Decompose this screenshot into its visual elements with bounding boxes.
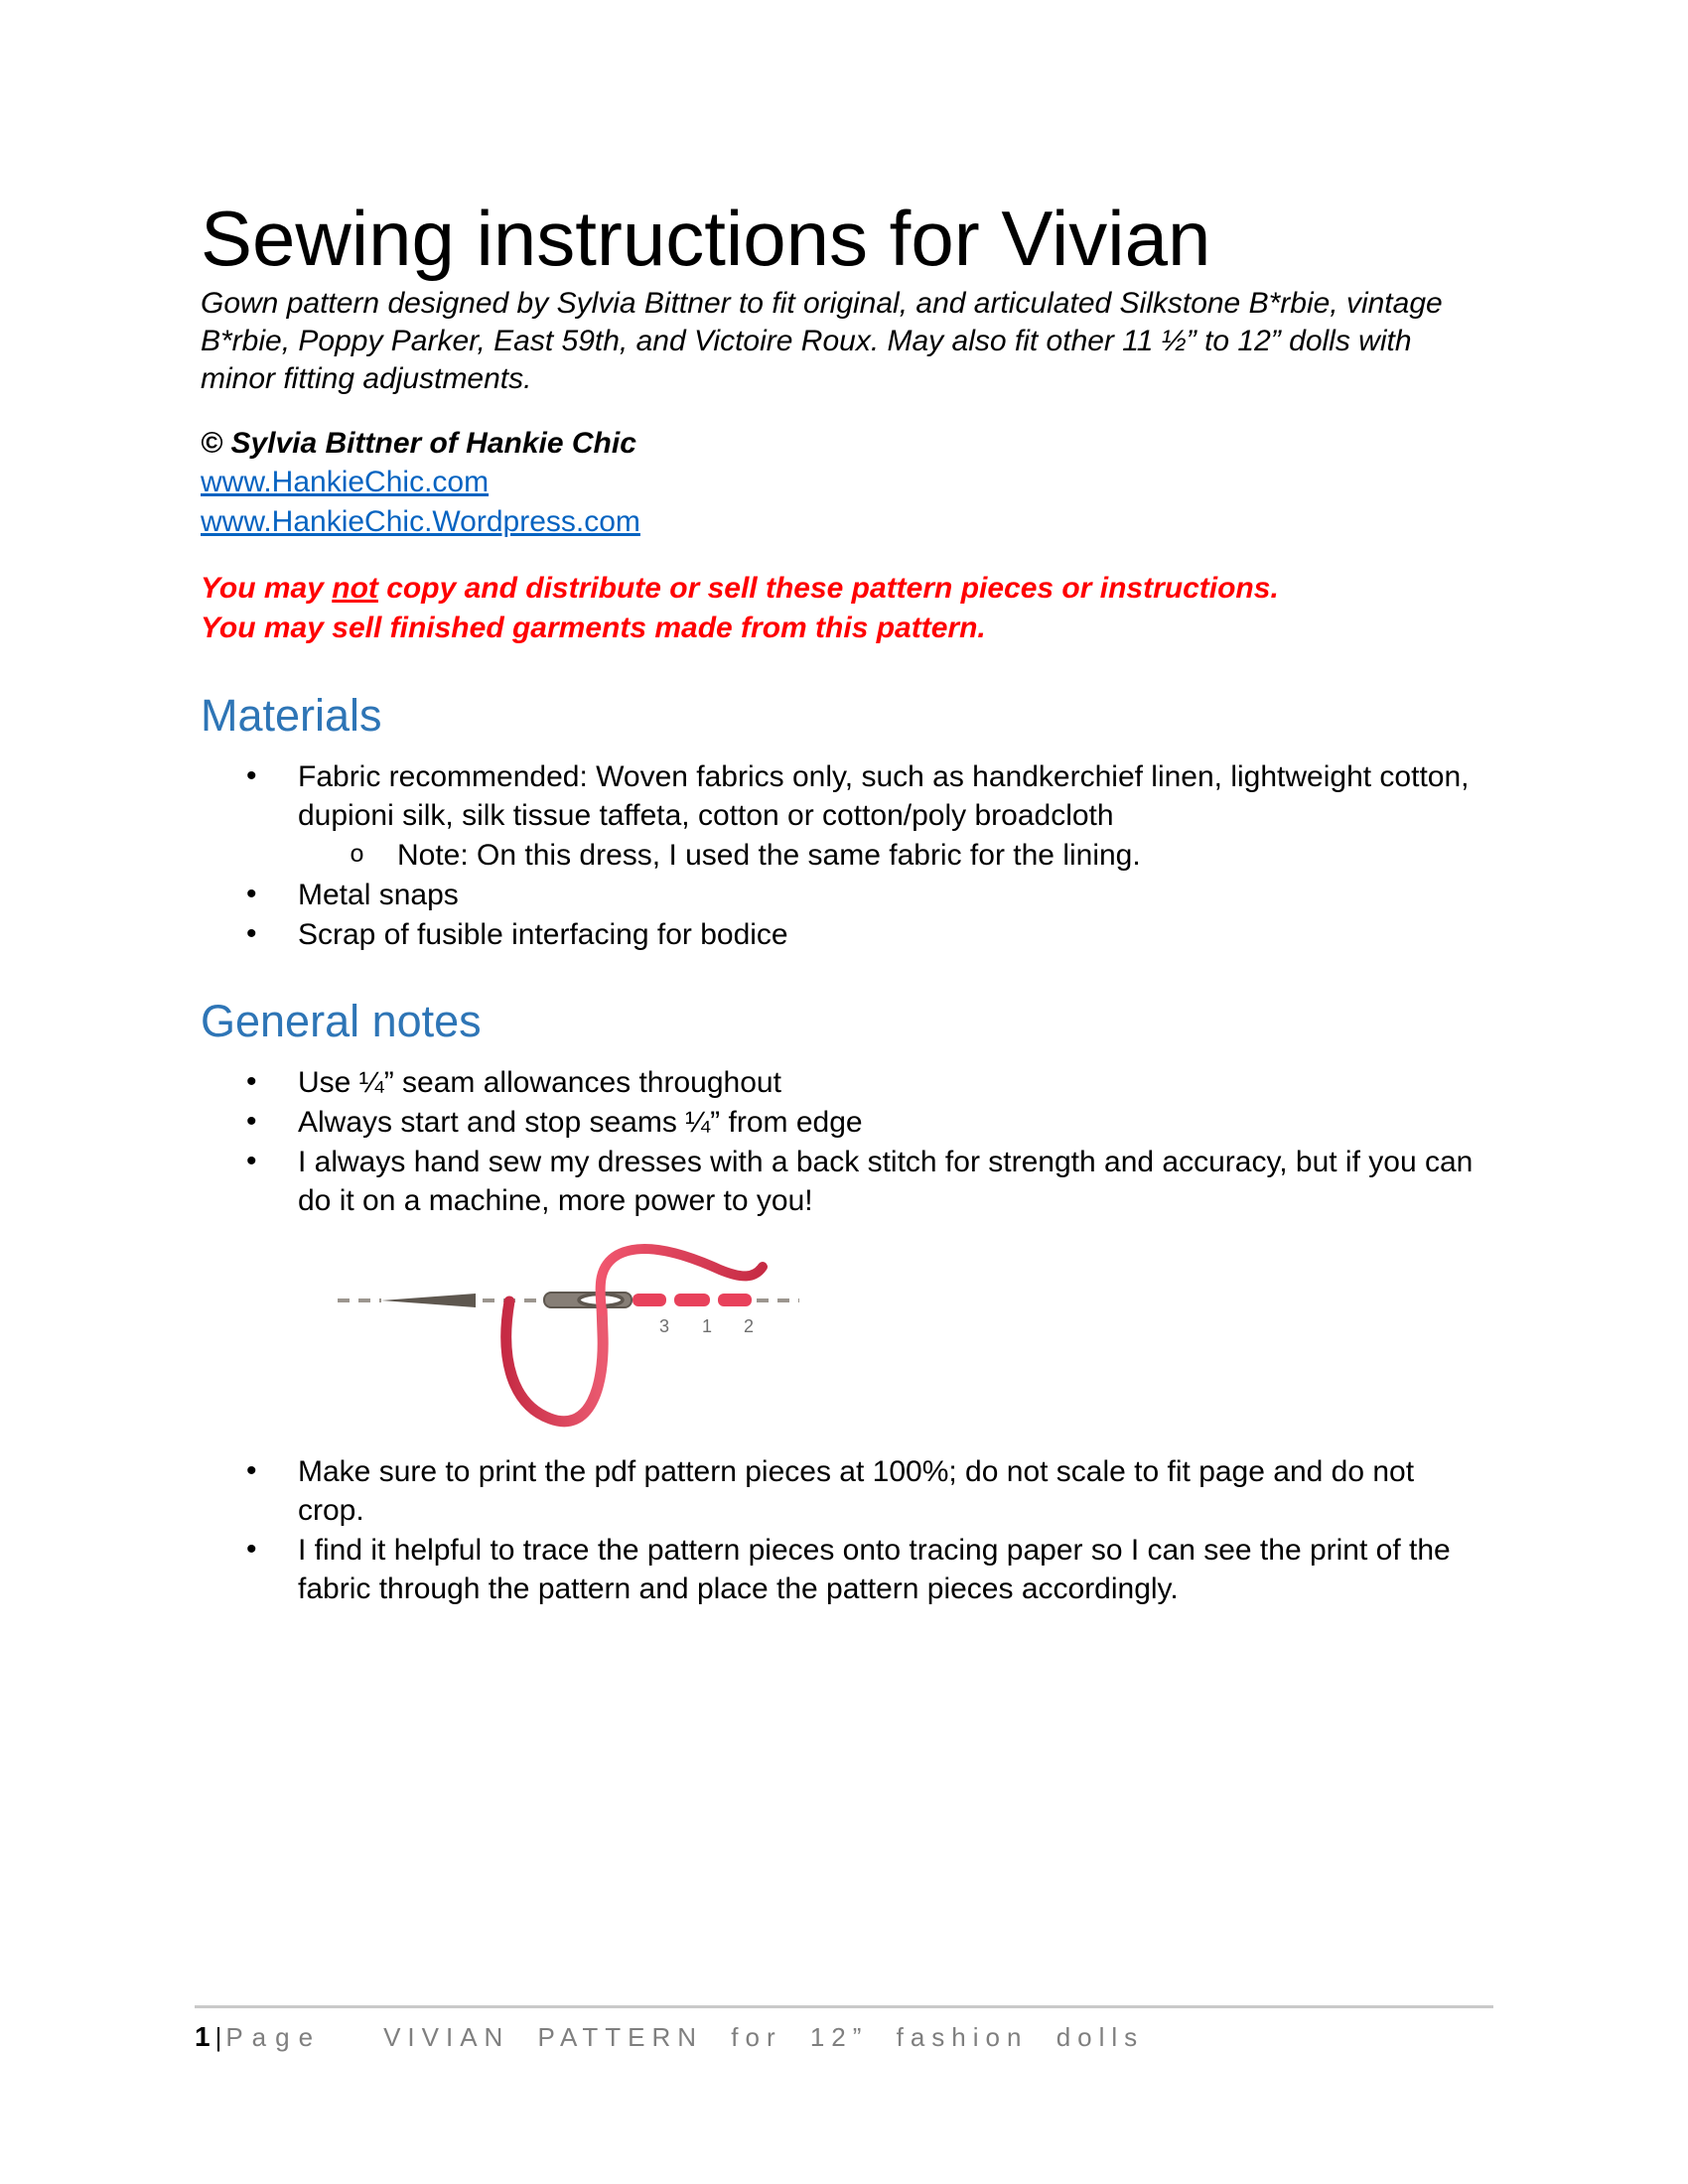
notice-underlined-not: not [332, 572, 378, 605]
needle-tip [381, 1294, 476, 1307]
list-item-text: Make sure to print the pdf pattern pieces at 100%; do not scale to fit page and do not crop. [298, 1455, 1415, 1527]
page-title: Sewing instructions for Vivian [201, 195, 1211, 282]
notice-line-2: You may sell finished garments made from this pattern. [201, 612, 986, 644]
list-item-text: I find it helpful to trace the pattern pieces onto tracing paper so I can see the print of the fabric through the pattern and place the pattern pieces accordingly. [298, 1534, 1451, 1605]
footer-page-label: Page [225, 2022, 323, 2052]
list-item-text: Always start and stop seams ¼” from edge [298, 1106, 863, 1139]
general-notes-heading: General notes [201, 996, 482, 1046]
list-item-text: Fabric recommended: Woven fabrics only, such as handkerchief linen, lightweight cotton, dupioni silk, silk tissue taffeta, cotton or cotton/poly broadcloth [298, 760, 1470, 832]
list-item-text: Metal snaps [298, 879, 459, 911]
document-content [201, 194, 1487, 1609]
bullet-icon: • [246, 917, 257, 950]
copyright-line: © Sylvia Bittner of Hankie Chic [201, 427, 636, 460]
bullet-icon: • [246, 759, 257, 792]
notice-line-1-post: copy and distribute or sell these pattern pieces or instructions. [377, 572, 1279, 605]
notice-line-1 [201, 569, 1487, 609]
stitch-label: 1 [701, 1316, 713, 1336]
stitch-segment [718, 1294, 752, 1306]
backstitch-diagram-svg [298, 1240, 806, 1438]
list-item [201, 1452, 1487, 1530]
page-footer [195, 2005, 1493, 2053]
bullet-icon: • [246, 1105, 257, 1138]
thread-loop [506, 1301, 603, 1422]
list-item [201, 876, 1487, 914]
footer-separator: | [214, 2022, 222, 2052]
materials-heading: Materials [201, 690, 382, 741]
list-item [201, 1103, 1487, 1142]
list-item-text: Note: On this dress, I used the same fabric for the lining. [397, 839, 1141, 872]
stitch-segment [674, 1294, 710, 1306]
bullet-icon: • [246, 1065, 257, 1098]
list-item [201, 1531, 1487, 1608]
footer-doc-title: VIVIAN PATTERN for 12” fashion dolls [383, 2022, 1145, 2052]
list-item [201, 757, 1487, 835]
stitch-label: 2 [743, 1316, 755, 1336]
page-number: 1 [195, 2021, 211, 2052]
bullet-icon: • [246, 1145, 257, 1177]
list-item-text: Use ¼” seam allowances throughout [298, 1066, 781, 1099]
hankiechic-link[interactable]: www.HankieChic.com [201, 466, 490, 498]
general-notes-list [201, 1063, 1487, 1608]
link-block [201, 463, 1487, 542]
copyright-notice [201, 569, 1487, 648]
list-item-note [201, 836, 1487, 875]
backstitch-illustration [298, 1240, 806, 1438]
sub-bullet-icon: o [350, 841, 365, 870]
list-item-text: Scrap of fusible interfacing for bodice [298, 918, 788, 951]
stitch-segment [633, 1294, 666, 1306]
stitch-label: 3 [658, 1316, 670, 1336]
intro-paragraph: Gown pattern designed by Sylvia Bittner to fit original, and articulated Silkstone B*rbie, vintage B*rbie, Poppy Parker, East 59th, and Victoire Roux. May also fit other 11 ½” to 12” dolls with minor fitting adjustments. [201, 287, 1443, 395]
list-item [201, 1143, 1487, 1220]
materials-list [201, 757, 1487, 954]
bullet-icon: • [246, 878, 257, 910]
list-item [201, 1063, 1487, 1102]
hankiechic-wordpress-link[interactable]: www.HankieChic.Wordpress.com [201, 505, 640, 538]
bullet-icon: • [246, 1454, 257, 1487]
list-item [201, 915, 1487, 954]
bullet-icon: • [246, 1533, 257, 1566]
notice-line-1-pre: You may [201, 572, 333, 605]
list-item-text: I always hand sew my dresses with a back stitch for strength and accuracy, but if you can do it on a machine, more power to you! [298, 1146, 1474, 1217]
